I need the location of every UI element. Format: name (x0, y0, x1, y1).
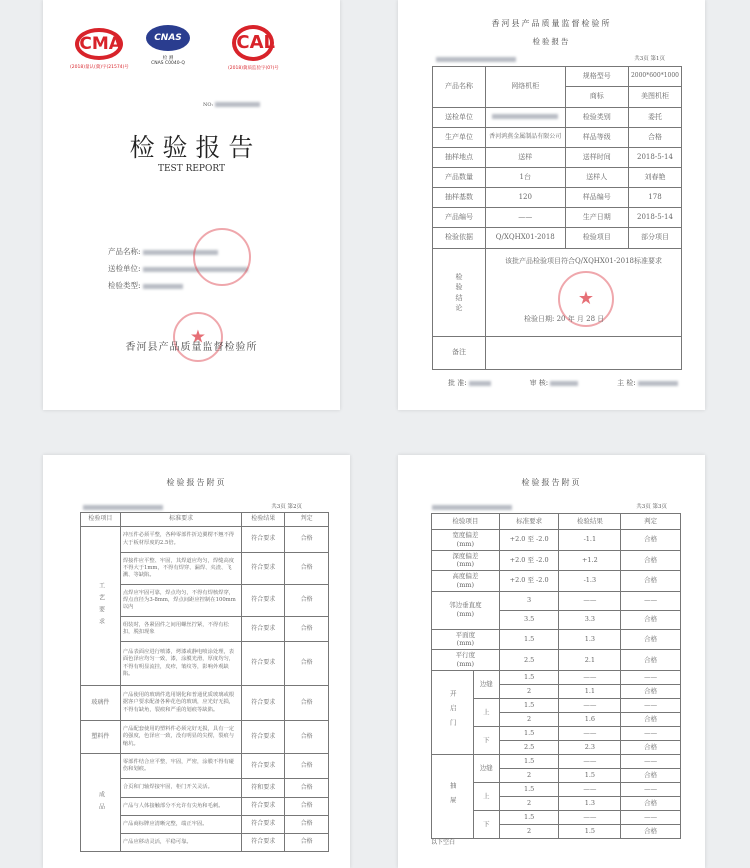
standard-requirement: 产品应移动灵活，平稳可靠。 (120, 834, 241, 852)
test-result: 符合要求 (242, 617, 285, 642)
verdict: 合格 (285, 553, 329, 585)
item-label (432, 550, 500, 571)
standard-requirement: 2 (499, 712, 559, 726)
unit-label: (mm) (456, 580, 475, 589)
verdict: 合格 (621, 684, 681, 698)
verdict: —— (621, 782, 681, 796)
item-text: 高度偏差 (452, 572, 479, 581)
table-row (432, 571, 681, 592)
cnas-mark: CNAS (146, 25, 190, 51)
unit-label: (mm) (456, 560, 475, 569)
unit-label: (mm) (456, 639, 475, 648)
table-row (432, 530, 681, 551)
group-label: 工艺要求 (81, 527, 121, 686)
verdict: —— (621, 591, 681, 610)
verdict: 合格 (285, 527, 329, 553)
appendix-1-table (80, 512, 329, 852)
verdict: —— (621, 810, 681, 824)
verdict: 合格 (285, 686, 329, 721)
blank-below-note: 以下空白 (431, 839, 456, 846)
standard-requirement: 1.5 (499, 629, 559, 650)
test-result: 1.3 (559, 629, 621, 650)
verdict: 合格 (621, 740, 681, 754)
cell-label: 送样人 (565, 168, 628, 188)
verdict: 合格 (285, 642, 329, 686)
test-result: —— (559, 698, 621, 712)
table-row (432, 514, 681, 530)
standard-requirement: 零部件结合应平整，牢固，严密，涂膜不得有碰伤和划痕。 (120, 754, 241, 779)
standard-requirement: 产品与人体接触部分不允许有尖角和毛刺。 (120, 798, 241, 816)
signature-redacted (638, 381, 678, 386)
standard-requirement: 点焊应牢固可靠，焊点均匀，不得有焊核焊穿，焊点直径为3-8mm，焊点间距应控制在100mm以内 (120, 585, 241, 617)
table-row (81, 527, 329, 553)
appendix-page-2 (398, 455, 705, 868)
verdict: 合格 (621, 629, 681, 650)
group-label: 塑料件 (81, 721, 121, 754)
report-header: 香河县产品质量监督检验所 (491, 19, 612, 28)
standard-requirement: +2.0 至 -2.0 (499, 530, 559, 551)
sign-label: 审 核: (529, 379, 549, 387)
test-result: 符合要求 (242, 798, 285, 816)
cell-label: 产品数量 (433, 168, 486, 188)
cal-caption: (2018)冀质监验字(0?)号 (228, 66, 279, 71)
cnas-logo (146, 25, 190, 66)
verdict: 合格 (621, 824, 681, 838)
sub-group-label: 下 (473, 810, 499, 838)
sign-label: 主 检: (617, 379, 636, 387)
remark-label: 备注 (433, 337, 486, 370)
signatures (448, 378, 678, 388)
verdict: 合格 (621, 650, 681, 671)
report-number-redacted (83, 505, 163, 510)
standard-requirement: 产品商标牌应清晰完整，端正牢固。 (120, 816, 241, 834)
standard-requirement: 1.5 (499, 698, 559, 712)
sub-group-label: 边缝 (473, 670, 499, 698)
item-label (432, 530, 500, 551)
test-result: 3.3 (559, 610, 621, 629)
date-value: 20 年 月 28 日 (556, 315, 605, 323)
test-result: 2.1 (559, 650, 621, 671)
group-label: 成品 (81, 754, 121, 852)
column-header: 检验结果 (559, 514, 621, 530)
cover-page (43, 0, 340, 410)
unit-label: (mm) (456, 659, 475, 668)
column-header: 检验结果 (242, 513, 285, 527)
verdict: 合格 (285, 834, 329, 852)
sub-group-label: 上 (473, 782, 499, 810)
cell-label: 产品编号 (433, 208, 486, 228)
cell-value: 刘春艳 (628, 168, 681, 188)
column-header: 标准要求 (499, 514, 559, 530)
verdict: —— (621, 670, 681, 684)
test-result: —— (559, 782, 621, 796)
cell-label: 送样时间 (565, 148, 628, 168)
verdict: 合格 (285, 721, 329, 754)
standard-requirement: 1.5 (499, 726, 559, 740)
date-label: 检验日期: (523, 315, 555, 323)
verdict: 合格 (621, 768, 681, 782)
cell-value: 部分项目 (628, 228, 681, 249)
cell-value: —— (485, 208, 565, 228)
cell-label: 抽样地点 (433, 148, 486, 168)
cell-value: 120 (485, 188, 565, 208)
item-text: 深度偏差 (452, 551, 479, 560)
signature-redacted (469, 381, 491, 386)
test-result: —— (559, 726, 621, 740)
column-header: 判定 (621, 514, 681, 530)
standard-requirement: 冲压件必须平整，各种零部件折边翼楞不翘不得大于板材厚度的2.5倍。 (120, 527, 241, 553)
sign-main (617, 378, 678, 388)
sign-approve (448, 378, 491, 388)
test-result: 符合要求 (242, 527, 285, 553)
standard-requirement: 3 (499, 591, 559, 610)
standard-requirement: 合页和门轴焊接牢固，柜门开关灵活。 (120, 779, 241, 798)
test-result: 1.3 (559, 796, 621, 810)
standard-requirement: 焊接件应平整、牢固，其焊道应均匀，焊缝高度不得大于1mm，不得有焊穿、漏焊、夹渣、飞溅、等缺陷。 (120, 553, 241, 585)
cma-logo (70, 28, 129, 70)
standard-requirement: +2.0 至 -2.0 (499, 571, 559, 592)
unit-label: (mm) (456, 539, 475, 548)
cell-label: 送检单位 (433, 108, 486, 128)
red-seal (193, 228, 251, 286)
appendix-title: 检验报告附页 (521, 478, 582, 487)
standard-requirement: 1.5 (499, 670, 559, 684)
sub-group-label: 边缝 (473, 754, 499, 782)
cell-label: 样品等级 (565, 128, 628, 148)
conclusion-label (433, 249, 486, 337)
field-label: 检验类型: (108, 281, 141, 290)
cell-label: 检验类别 (565, 108, 628, 128)
unit-label: (mm) (456, 610, 475, 619)
cnas-caption-1: 检 测 (162, 56, 174, 61)
item-text: 宽度偏差 (452, 531, 479, 539)
cell-value: 178 (628, 188, 681, 208)
verdict: 合格 (285, 754, 329, 779)
cover-title: 检 验 报 告 (129, 133, 254, 162)
cell-label: 检验依据 (433, 228, 486, 249)
table-row (432, 754, 681, 768)
cell-value: Q/XQHX01-2018 (485, 228, 565, 249)
cell-label: 商标 (565, 87, 628, 108)
test-result: 符合要求 (242, 754, 285, 779)
test-result: 1.1 (559, 684, 621, 698)
test-result: 符合要求 (242, 816, 285, 834)
cell-label: 检验项目 (565, 228, 628, 249)
item-label (432, 591, 500, 629)
verdict: 合格 (621, 796, 681, 810)
standard-requirement: 2.5 (499, 650, 559, 671)
cell-value: 2000*600*1000 (628, 67, 681, 87)
verdict: 合格 (621, 712, 681, 726)
report-page (398, 0, 705, 410)
test-result: 符合要求 (242, 686, 285, 721)
cell-value: 委托 (628, 108, 681, 128)
item-label (432, 571, 500, 592)
item-text: 平行度 (455, 651, 476, 660)
page-info: 共3页 第3页 (636, 504, 667, 510)
verdict: 合格 (621, 610, 681, 629)
test-result: -1.1 (559, 530, 621, 551)
test-result: 1.5 (559, 768, 621, 782)
verdict: 合格 (285, 816, 329, 834)
cell-value: 2018-5-14 (628, 148, 681, 168)
table-row (81, 513, 329, 527)
column-header: 标准要求 (120, 513, 241, 527)
standard-requirement: +2.0 至 -2.0 (499, 550, 559, 571)
cell-label: 抽样基数 (433, 188, 486, 208)
report-number-redacted (436, 57, 516, 62)
test-result: —— (559, 670, 621, 684)
cell-label: 规格型号 (565, 67, 628, 87)
test-result: 符合要求 (242, 585, 285, 617)
no-label: NO: (203, 102, 214, 108)
red-seal: ★ (173, 312, 223, 362)
test-result: 2.3 (559, 740, 621, 754)
page-info: 共3页 第2页 (271, 504, 302, 510)
standard-requirement: 产品配套使用的塑料件必须完好无损，具有一定的强度，色泽应一致，没有明显的尖楞，裂痕与缩坑。 (120, 721, 241, 754)
standard-requirement: 1.5 (499, 810, 559, 824)
report-number-redacted (432, 505, 512, 510)
standard-requirement: 产品使用的玻璃件选用钢化和普通优质玻璃或根据客户要求配备各种花色的玻璃，应光好无损，不得有缺角，裂痕和严重的划痕等缺陷。 (120, 686, 241, 721)
verdict: 合格 (285, 617, 329, 642)
test-result: 符合要求 (242, 642, 285, 686)
cma-caption: (2018)量认(冀)字(21574)号 (70, 65, 129, 70)
item-label (432, 650, 500, 671)
table-row (81, 686, 329, 721)
cover-subtitle: TEST REPORT (157, 164, 225, 174)
test-result: 符合要求 (242, 721, 285, 754)
group-label: 开启门 (432, 670, 474, 754)
standard-requirement: 2 (499, 796, 559, 810)
cell-value: 香河鸿燕金属制品有限公司 (485, 128, 565, 148)
table-row (81, 721, 329, 754)
conclusion-label-text: 检验结论 (455, 272, 463, 312)
verdict: —— (621, 726, 681, 740)
item-text: 邻边垂直度 (449, 601, 482, 610)
red-seal: ★ (558, 271, 614, 327)
standard-requirement: 产品表面应进行喷漆，烤漆或静电喷涂处理，表面色泽应均匀一致，漆，涂膜光滑，厚度均匀，不得有明显流挂，皮疹，皱纹等，影响外观缺陷。 (120, 642, 241, 686)
standard-requirement: 3.5 (499, 610, 559, 629)
conclusion-text: 该批产品检验项目符合Q/XQHX01-2018标准要求 (504, 257, 662, 265)
group-label: 抽屉 (432, 754, 474, 838)
cnas-caption-2: CNAS C0040-Q (151, 61, 185, 66)
cell-value: 1台 (485, 168, 565, 188)
cma-mark: CMA (75, 28, 123, 60)
cal-logo (228, 25, 279, 71)
sub-group-label: 下 (473, 726, 499, 754)
table-row (432, 550, 681, 571)
sign-label: 批 准: (448, 379, 467, 387)
verdict: 合格 (285, 779, 329, 798)
table-row (81, 754, 329, 779)
column-header: 判定 (285, 513, 329, 527)
cell-value: 送样 (485, 148, 565, 168)
verdict: —— (621, 754, 681, 768)
standard-requirement: 2 (499, 684, 559, 698)
item-label (432, 629, 500, 650)
cell-label: 生产单位 (433, 128, 486, 148)
test-result: 符和要求 (242, 779, 285, 798)
table-row (432, 650, 681, 671)
standard-requirement: 1.5 (499, 754, 559, 768)
verdict: 合格 (621, 530, 681, 551)
sign-review (530, 378, 579, 388)
test-result: —— (559, 754, 621, 768)
standard-requirement: 组装时，各紧固件之间用螺丝拧紧，不得有松扣，脱扣现象 (120, 617, 241, 642)
verdict: 合格 (285, 798, 329, 816)
inspection-date (524, 315, 604, 324)
cell-value: 美图机柜 (628, 87, 681, 108)
cell-value: 网络机柜 (485, 67, 565, 108)
cell-value: 合格 (628, 128, 681, 148)
conclusion-cell (485, 249, 681, 337)
cell-label: 产品名称 (433, 67, 486, 108)
remark-value (485, 337, 681, 370)
report-table (432, 66, 682, 370)
verdict: 合格 (621, 550, 681, 571)
report-number-redacted (215, 102, 260, 107)
standard-requirement: 2.5 (499, 740, 559, 754)
standard-requirement: 2 (499, 824, 559, 838)
item-text: 平面度 (455, 630, 476, 639)
cell-label: 生产日期 (565, 208, 628, 228)
column-header: 检验项目 (432, 514, 500, 530)
field-label: 送检单位: (108, 264, 141, 273)
standard-requirement: 1.5 (499, 782, 559, 796)
verdict: 合格 (621, 571, 681, 592)
field-label: 产品名称: (108, 247, 141, 256)
test-result: 符合要求 (242, 834, 285, 852)
test-result: 1.6 (559, 712, 621, 726)
appendix-title: 检验报告附页 (166, 478, 227, 487)
cal-mark: CAL (232, 25, 274, 61)
report-number (203, 102, 260, 108)
appendix-2-table (431, 513, 681, 839)
test-result: 符合要求 (242, 553, 285, 585)
group-label: 玻璃件 (81, 686, 121, 721)
column-header: 检验项目 (81, 513, 121, 527)
test-result: —— (559, 810, 621, 824)
verdict: 合格 (285, 585, 329, 617)
signature-redacted (550, 381, 578, 386)
test-result: +1.2 (559, 550, 621, 571)
issuer-name: 香河县产品质量监督检验所 (125, 342, 258, 353)
table-row (432, 670, 681, 684)
table-row (432, 629, 681, 650)
page-info: 共3页 第1页 (634, 56, 665, 62)
cell-label: 样品编号 (565, 188, 628, 208)
sub-group-label: 上 (473, 698, 499, 726)
appendix-page-1 (43, 455, 350, 868)
field-value-redacted (143, 284, 183, 289)
test-result: —— (559, 591, 621, 610)
sender-redacted (492, 114, 558, 119)
cell-value: 2018-5-14 (628, 208, 681, 228)
test-result: 1.5 (559, 824, 621, 838)
verdict: —— (621, 698, 681, 712)
report-title: 检验报告 (532, 37, 571, 46)
standard-requirement: 2 (499, 768, 559, 782)
test-result: -1.3 (559, 571, 621, 592)
table-row (432, 591, 681, 610)
